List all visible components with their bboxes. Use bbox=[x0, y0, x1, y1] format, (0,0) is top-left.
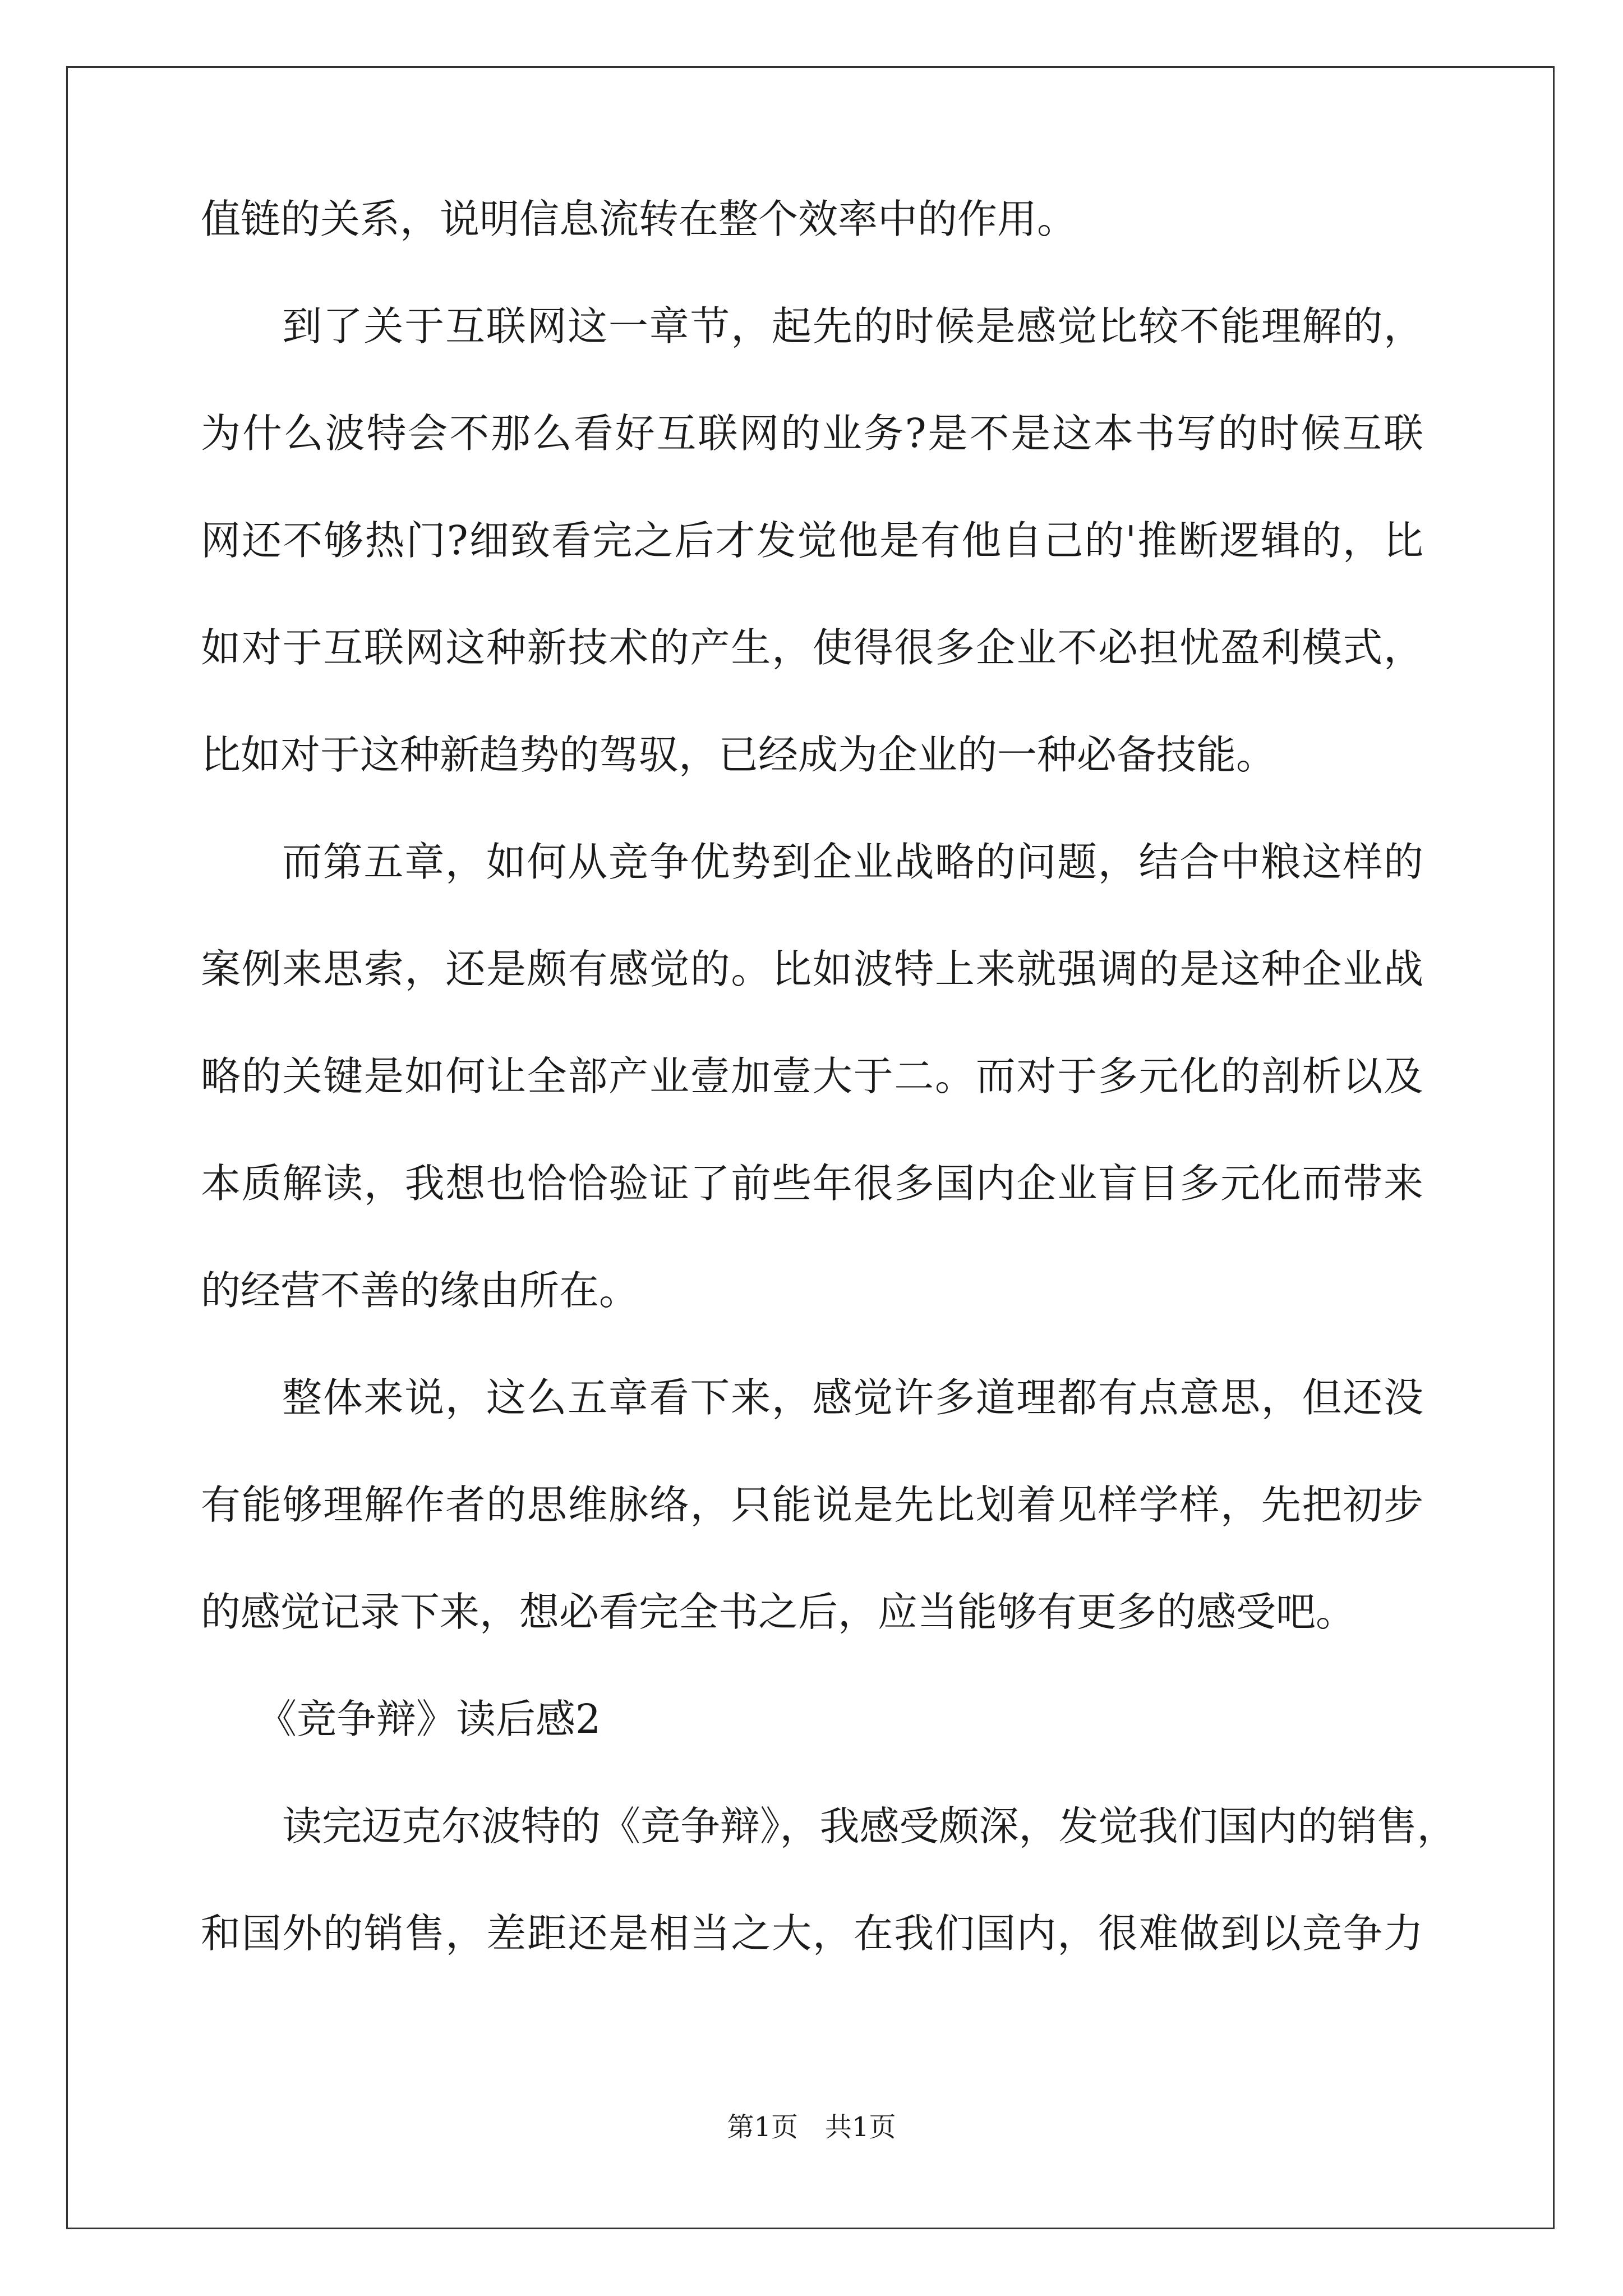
paragraph-line: 比如对于这种新趋势的驾驭，已经成为企业的一种必备技能。 bbox=[201, 731, 1276, 778]
page-number-footer: 第1页 共1页 bbox=[727, 2111, 896, 2143]
paragraph-line: 和国外的销售，差距还是相当之大，在我们国内，很难做到以竞争力 bbox=[201, 1910, 1423, 1957]
paragraph-line: 有能够理解作者的思维脉络，只能说是先比划着见样学样，先把初步 bbox=[201, 1481, 1423, 1528]
paragraph-line: 略的关键是如何让全部产业壹加壹大于二。而对于多元化的剖析以及 bbox=[201, 1053, 1423, 1099]
paragraph-line: 的感觉记录下来，想必看完全书之后，应当能够有更多的感受吧。 bbox=[201, 1589, 1356, 1635]
paragraph-line: 为什么波特会不那么看好互联网的业务?是不是这本书写的时候互联 bbox=[201, 410, 1423, 457]
paragraph-line: 如对于互联网这种新技术的产生，使得很多企业不必担忧盈利模式， bbox=[201, 624, 1423, 671]
paragraph-line: 本质解读，我想也恰恰验证了前些年很多国内企业盲目多元化而带来 bbox=[201, 1160, 1423, 1207]
paragraph-line: 而第五章，如何从竞争优势到企业战略的问题，结合中粮这样的 bbox=[282, 839, 1423, 885]
paragraph-line: 的经营不善的缘由所在。 bbox=[201, 1267, 639, 1314]
paragraph-line: 读完迈克尔波特的《竞争辩》，我感受颇深，发觉我们国内的销售， bbox=[282, 1803, 1457, 1849]
document-body bbox=[201, 196, 1457, 2021]
paragraph-line: 到了关于互联网这一章节，起先的时候是感觉比较不能理解的， bbox=[282, 303, 1423, 349]
paragraph-line: 网还不够热门?细致看完之后才发觉他是有他自己的'推断逻辑的，比 bbox=[201, 517, 1423, 564]
paragraph-line: 值链的关系，说明信息流转在整个效率中的作用。 bbox=[201, 196, 1077, 242]
paragraph-line: 案例来思索，还是颇有感觉的。比如波特上来就强调的是这种企业战 bbox=[201, 946, 1423, 992]
section-heading: 《竞争辩》读后感2 bbox=[257, 1696, 601, 1742]
paragraph-line: 整体来说，这么五章看下来，感觉许多道理都有点意思，但还没 bbox=[282, 1374, 1423, 1421]
